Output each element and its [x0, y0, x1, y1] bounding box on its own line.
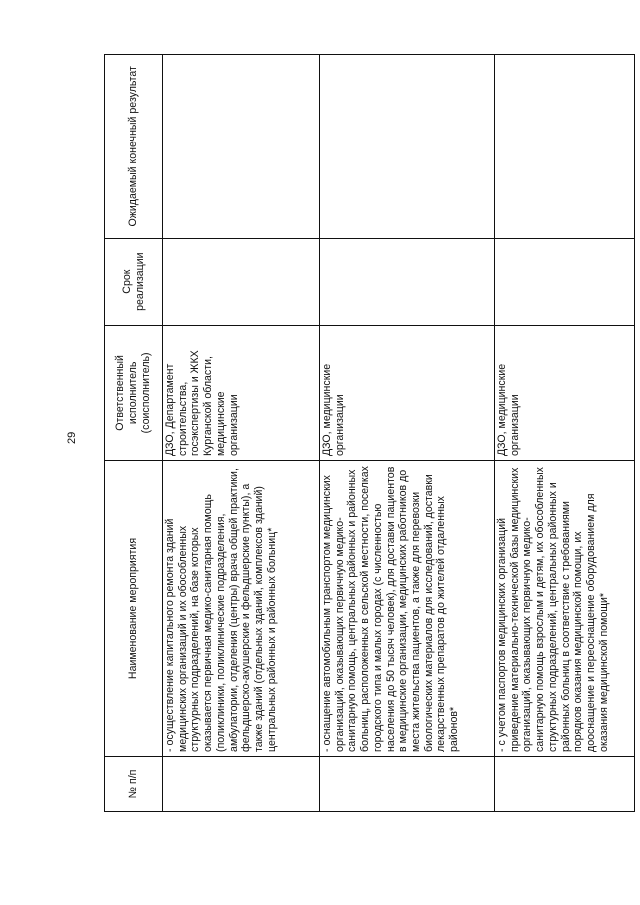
row-name: - осуществление капитального ремонта зданий медицинских организаций и их обособленных структурных подразделений, на базе которых оказывается первичная медико-санитарная помощь (поликлиники, поликлинические подразделения, амбулатории, отделения (центры) врача общей практики, фельдшерско-акушерские и фельдшерские пункты), а также зданий (отдельных зданий, комплексов зданий) центральных районных и районных больниц*: [163, 461, 320, 757]
row-num: [163, 756, 320, 811]
measures-table: [104, 54, 635, 812]
header-num: № п/п: [105, 756, 163, 811]
header-result: Ожидаемый конечный результат: [105, 55, 163, 239]
rotated-table-container: [104, 54, 634, 812]
row-result: [495, 55, 635, 239]
row-deadline: [320, 238, 495, 325]
header-executor: Ответственный исполнитель (соисполнитель): [105, 325, 163, 460]
row-num: [495, 756, 635, 811]
header-name: Наименование мероприятия: [105, 461, 163, 757]
row-name: - с учетом паспортов медицинских организаций приведение материально-технической базы медицинских организаций, оказывающих первичную медико-санитарную помощь взрослым и детям, их обособленных структурных подразделений, центральных районных и районных больниц в соответствие с требованиями порядков оказания медицинской помощи, их дооснащение и переоснащение оборудованием для оказания медицинской помощи*: [495, 461, 635, 757]
table-row: [495, 55, 635, 812]
row-deadline: [495, 238, 635, 325]
page-number: 29: [66, 431, 78, 444]
table-row: [163, 55, 320, 812]
row-result: [163, 55, 320, 239]
row-executor: ДЗО, медицинские организации: [495, 325, 635, 460]
row-num: [320, 756, 495, 811]
row-deadline: [163, 238, 320, 325]
row-name: - оснащение автомобильным транспортом медицинских организаций, оказывающих первичную медико-санитарную помощь, центральных районных и районных больниц, расположенных в сельской местности, поселках городского типа и малых городах (с численностью населения до 50 тысяч человек), для доставки пациентов в медицинские организации, медицинских работников до места жительства пациентов, а также для перевозки биологических материалов для исследований, доставки лекарственных препаратов до жителей отдаленных районов*: [320, 461, 495, 757]
header-row: [105, 55, 163, 812]
row-executor: ДЗО, Департамент строительства, госэкспертизы и ЖКХ Курганской области, медицинские организации: [163, 325, 320, 460]
header-deadline: Срок реализации: [105, 238, 163, 325]
row-executor: ДЗО, медицинские организации: [320, 325, 495, 460]
table-row: [320, 55, 495, 812]
row-result: [320, 55, 495, 239]
